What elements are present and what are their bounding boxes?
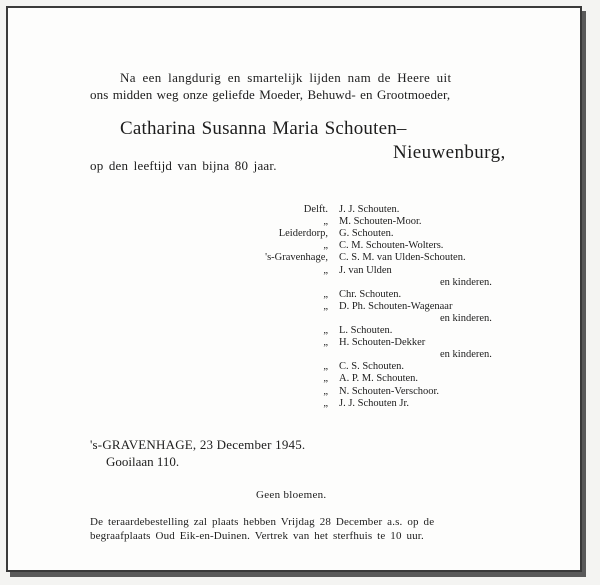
family-place: „ (323, 337, 328, 349)
mourning-card (6, 6, 582, 572)
family-member: C. S. Schouten. (339, 361, 405, 373)
family-member: A. P. M. Schouten. (339, 373, 419, 385)
no-flowers-notice: Geen bloemen. (256, 489, 327, 501)
family-member: en kinderen. (440, 276, 492, 288)
family-place: „ (323, 361, 328, 373)
family-member: N. Schouten-Verschoor. (339, 385, 440, 397)
family-place: „ (323, 300, 328, 312)
deceased-name-line-1: Catharina Susanna Maria Schouten– (120, 118, 407, 139)
family-member: Chr. Schouten. (339, 288, 402, 300)
family-place: „ (323, 325, 328, 336)
family-place: „ (323, 240, 328, 252)
family-member: G. Schouten. (339, 228, 394, 240)
family-place: Leiderdorp, (278, 228, 328, 240)
funeral-line-2: begraafplaats Oud Eik-en-Duinen. Vertrek van het sterfhuis te 10 uur. (90, 530, 424, 542)
family-member: en kinderen. (440, 312, 492, 324)
place-date: 's-GRAVENHAGE, 23 December 1945. (90, 437, 306, 452)
family-member: L. Schouten. (339, 325, 393, 336)
intro-line-2: ons midden weg onze geliefde Moeder, Behuwd- en Grootmoeder, (90, 87, 451, 102)
family-place: „ (323, 385, 328, 397)
family-member: J. J. Schouten. (339, 204, 400, 215)
intro-line-1: Na een langdurig en smartelijk lijden nam de Heere uit (120, 70, 452, 85)
family-place: Delft. (303, 204, 328, 215)
deceased-name-line-2: Nieuwenburg, (393, 142, 506, 163)
family-place: „ (323, 373, 328, 385)
family-place: „ (323, 288, 328, 300)
age-line: op den leeftijd van bijna 80 jaar. (90, 158, 277, 173)
family-member: J. J. Schouten Jr. (339, 397, 410, 409)
family-member: D. Ph. Schouten-Wagenaar (339, 300, 453, 312)
address: Gooilaan 110. (106, 454, 180, 469)
family-member: J. van Ulden (339, 264, 392, 276)
family-member: M. Schouten-Moor. (339, 216, 422, 228)
funeral-line-1: De teraardebestelling zal plaats hebben Vrijdag 28 December a.s. op de (90, 516, 435, 528)
family-member: en kinderen. (440, 349, 492, 361)
family-member: C. S. M. van Ulden-Schouten. (339, 252, 466, 264)
family-member: C. M. Schouten-Wolters. (339, 240, 444, 252)
family-member: H. Schouten-Dekker (339, 337, 426, 349)
family-place: „ (323, 216, 328, 228)
family-place: „ (323, 264, 328, 276)
family-place: „ (323, 397, 328, 409)
family-place: 's-Gravenhage, (265, 252, 328, 264)
